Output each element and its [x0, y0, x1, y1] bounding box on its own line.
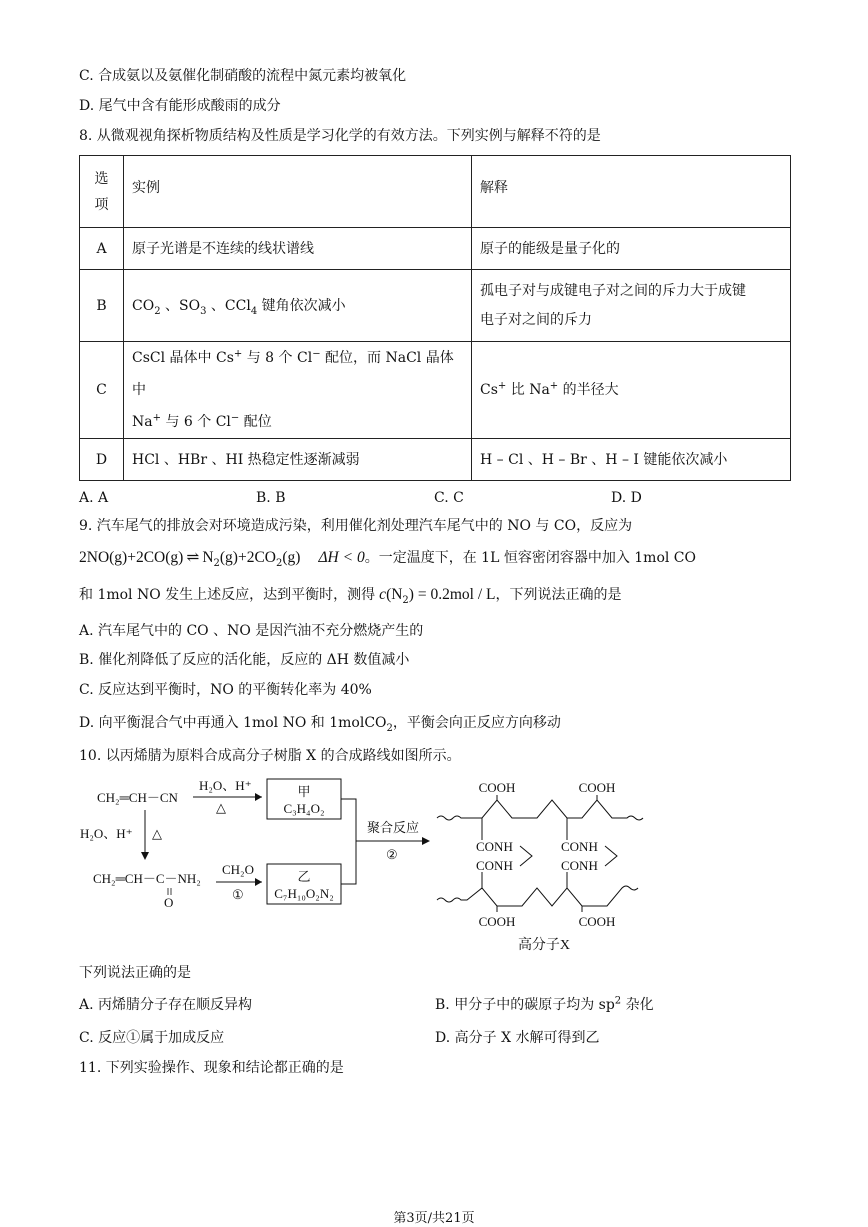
formula-co2: CO	[132, 297, 155, 314]
row-key: A	[80, 228, 124, 270]
q10-option-a: A. 丙烯腈分子存在顺反异构	[79, 997, 253, 1013]
conh-label: CONH	[561, 839, 598, 854]
sub: 2	[386, 722, 393, 734]
conh-label: CONH	[476, 858, 513, 873]
header-key-line1: 选	[94, 170, 109, 187]
arrowhead	[141, 852, 149, 860]
eq-enthalpy: ΔH < 0	[318, 549, 365, 566]
text: Cs	[480, 382, 498, 398]
row-example: HCl 、HBr 、HI 热稳定性逐渐减弱	[124, 439, 472, 481]
sub: 2	[154, 305, 161, 317]
q9-option-a: A. 汽车尾气中的 CO 、NO 是因汽油不充分燃烧产生的	[79, 623, 424, 639]
q10-option-d: D. 高分子 X 水解可得到乙	[435, 1030, 600, 1046]
sub: 2	[213, 557, 220, 569]
q8-option-b: B. B	[256, 490, 286, 506]
formula-so3: 、SO	[160, 297, 201, 314]
yi-formula: C₇H₁₀O₂N₂	[274, 886, 334, 901]
q10-option-c: C. 反应①属于加成反应	[79, 1030, 225, 1046]
row-key: D	[80, 439, 124, 481]
text: ，下列说法正确的是	[495, 587, 622, 603]
upper-chain	[437, 800, 643, 820]
arrowhead	[255, 878, 262, 886]
conh-label: CONH	[476, 839, 513, 854]
q10-stem: 10. 以丙烯腈为原料合成高分子树脂 X 的合成路线如图所示。	[79, 748, 461, 764]
q10-option-b	[435, 995, 654, 1015]
cooh-label: COOH	[578, 914, 616, 929]
q7-option-d: D. 尾气中含有能形成酸雨的成分	[79, 98, 281, 114]
header-key-line2: 项	[94, 196, 109, 213]
equilibrium-arrow: ⇌	[186, 549, 200, 566]
sub: 3	[200, 305, 207, 317]
sub: 2	[402, 594, 409, 606]
eq-reactants: 2NO(g)+2CO(g)	[79, 549, 184, 566]
text: 比 Na	[506, 382, 550, 398]
row-key: B	[80, 270, 124, 342]
cooh-label: COOH	[478, 914, 516, 929]
conc-species: (N	[386, 586, 403, 603]
arrowhead	[255, 793, 262, 801]
jia-formula: C₃H₄O₂	[283, 801, 325, 816]
scheme-left	[80, 778, 430, 910]
polymer-labels	[476, 780, 615, 953]
q8-option-c: C. C	[434, 490, 464, 506]
example-line2: Na+ 与 6 个 Cl− 配位	[132, 412, 272, 430]
down-condition: △	[152, 826, 162, 841]
row-example: 原子光谱是不连续的线状谱线	[124, 228, 472, 270]
text: 的半径大	[558, 382, 619, 398]
text: 和 1mol NO 发生上述反应，达到平衡时，测得	[79, 587, 376, 603]
text: 与 8 个 Cl	[242, 350, 313, 366]
conc-symbol: c	[379, 586, 387, 603]
example-line1: CsCl 晶体中 Cs+ 与 8 个 Cl− 配位，而 NaCl 晶体中	[132, 348, 454, 398]
methylene-bridge	[520, 846, 532, 866]
q9-option-b: B. 催化剂降低了反应的活化能，反应的 ΔH 数值减小	[79, 652, 410, 668]
sub: 2	[276, 557, 283, 569]
down-reagent: H₂O、H⁺	[80, 826, 133, 841]
header-explain: 解释	[472, 156, 791, 228]
q8-stem: 8. 从微观视角探析物质结构及性质是学习化学的有效方法。下列实例与解释不符的是	[79, 128, 601, 144]
example-text: 键角依次减小	[257, 297, 346, 314]
formaldehyde: CH₂O	[222, 862, 254, 877]
polymerization-label: 聚合反应	[367, 820, 420, 835]
acrylamide-formula: CH₂═CH－C－NH₂	[93, 871, 201, 886]
sub: 4	[250, 305, 258, 317]
q9-option-c: C. 反应达到平衡时，NO 的平衡转化率为 40%	[79, 682, 372, 698]
polymer-x-structure	[437, 795, 643, 912]
text: 配位	[239, 414, 272, 430]
eq-tail: 。一定温度下，在 1L 恒容密闭容器中加入 1mol CO	[364, 550, 697, 566]
q8-option-d: D. D	[611, 490, 642, 506]
cooh-label: COOH	[478, 780, 516, 795]
q7-option-c: C. 合成氨以及氨催化制硝酸的流程中氮元素均被氧化	[79, 68, 407, 84]
top-reagent: H₂O、H⁺	[199, 778, 252, 793]
acrylonitrile-formula: CH₂═CH－CN	[97, 790, 178, 805]
eq-product: (g)	[282, 549, 301, 566]
text: CsCl 晶体中 Cs	[132, 350, 234, 366]
text: Na	[132, 414, 153, 430]
yi-name: 乙	[297, 869, 311, 884]
header-example: 实例	[124, 156, 472, 228]
text: B. 甲分子中的碳原子均为 sp	[435, 997, 615, 1013]
lower-chain	[437, 886, 638, 906]
q8-option-a: A. A	[79, 490, 109, 506]
q9-stem: 9. 汽车尾气的排放会对环境造成污染，利用催化剂处理汽车尾气中的 NO 与 CO，反应为	[79, 518, 633, 534]
explain-line1: 孤电子对与成键电子对之间的斥力大于成键	[480, 282, 746, 299]
formula-ccl4: 、CCl	[206, 297, 251, 314]
text: 与 6 个 Cl	[161, 414, 231, 430]
eq-product: N	[202, 549, 214, 566]
conh-label: CONH	[561, 858, 598, 873]
row-explain: Cs+ 比 Na+ 的半径大	[472, 342, 791, 439]
jia-name: 甲	[297, 784, 311, 799]
page-footer: 第3页/共21页	[393, 1211, 475, 1226]
q10-prompt: 下列说法正确的是	[79, 965, 191, 981]
q11-stem: 11. 下列实验操作、现象和结论都正确的是	[79, 1060, 344, 1076]
polymer-caption: 高分子X	[517, 938, 571, 953]
step-2-label: ②	[386, 847, 398, 862]
text: 杂化	[621, 997, 654, 1013]
sup: 2	[614, 995, 622, 1007]
arrowhead	[422, 837, 430, 845]
merge-bracket	[341, 799, 356, 884]
conc-value: ) = 0.2mol / L	[408, 586, 496, 603]
row-key: C	[80, 342, 124, 439]
cooh-label: COOH	[578, 780, 616, 795]
methylene-bridge	[605, 846, 617, 866]
text: D. 向平衡混合气中再通入 1mol NO 和 1molCO	[79, 715, 387, 731]
text: ，平衡会向正反应方向移动	[392, 715, 561, 731]
explain-line2: 电子对之间的斥力	[480, 311, 592, 328]
text: 配位，而 NaCl 晶体中	[132, 350, 454, 398]
step-1-label: ①	[232, 887, 244, 902]
row-explain: 原子的能级是量子化的	[472, 228, 791, 270]
eq-product: (g)+2CO	[219, 549, 276, 566]
row-explain: H – Cl 、H – Br 、H – I 键能依次减小	[472, 439, 791, 481]
carbonyl-oxygen: O	[164, 895, 174, 910]
top-condition: △	[216, 800, 226, 815]
